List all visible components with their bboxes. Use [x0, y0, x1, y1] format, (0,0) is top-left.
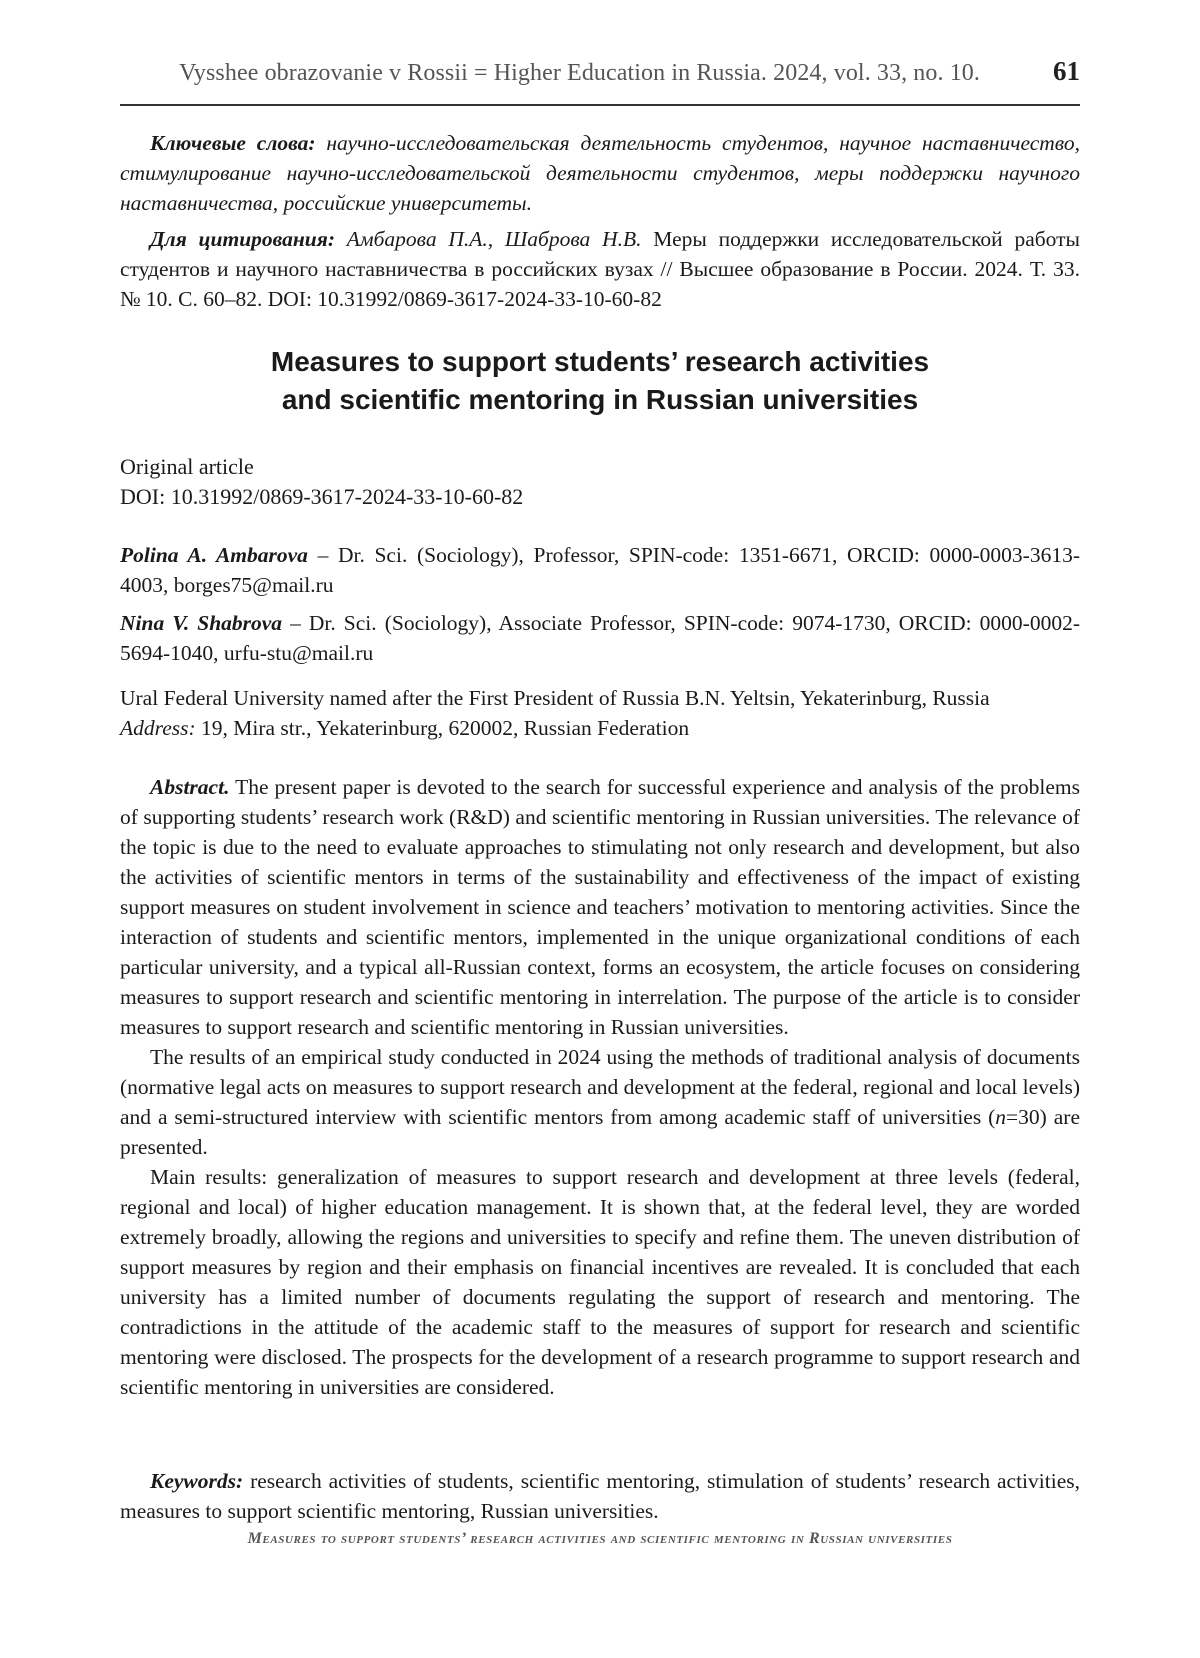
keywords-ru-label: Ключевые слова:: [150, 131, 316, 155]
keywords-ru: [120, 128, 1080, 218]
citation-ru-authors: Амбарова П.А., Шаброва Н.В.: [334, 227, 642, 251]
author-entry: [120, 608, 1080, 668]
abstract-label: Abstract.: [150, 775, 230, 799]
abstract-block: [120, 772, 1080, 1402]
article-title-line-2: and scientific mentoring in Russian universities: [281, 384, 919, 415]
abstract-paragraph-2: [120, 1042, 1080, 1162]
author-name: Nina V. Shabrova: [120, 611, 283, 635]
author-name: Polina A. Ambarova: [120, 543, 308, 567]
article-meta: [120, 452, 523, 512]
running-header: [120, 56, 1080, 106]
abstract-paragraph-3: Main results: generalization of measures to support research and development at three levels (federal, regional and local) of higher education management. It is shown that, at the federal level, they are worded extremely broadly, allowing the regions and universities to specify and refine them. The uneven distribution of support measures by region and their emphasis on financial incentives are revealed. It is concluded that each university has a limited number of documents regulating the support of research and mentoring. The contradictions in the attitude of the academic staff to the measures of support for research and scientific mentoring were disclosed. The prospects for the development of a research programme to support research and scientific mentoring in universities are considered.: [120, 1165, 1080, 1399]
keywords-en: [120, 1466, 1080, 1526]
author-details: – Dr. Sci. (Sociology), Professor, SPIN-code: 1351-6671, ORCID: 0000-0003-3613-4003, borges75@mail.ru: [120, 543, 1080, 597]
article-type: Original article: [120, 454, 254, 479]
author-entry: [120, 540, 1080, 600]
keywords-en-label: Keywords:: [150, 1469, 244, 1493]
affiliation-address: [120, 713, 1080, 743]
author-details: – Dr. Sci. (Sociology), Associate Professor, SPIN-code: 9074-1730, ORCID: 0000-0002-5694-1040, urfu-stu@mail.ru: [120, 611, 1080, 665]
authors-block: [120, 540, 1080, 676]
citation-ru: [120, 224, 1080, 314]
sample-size-symbol: n: [995, 1105, 1007, 1129]
affiliation-block: [120, 683, 1080, 743]
affiliation-university: Ural Federal University named after the First President of Russia B.N. Yeltsin, Yekaterinburg, Russia: [120, 686, 990, 710]
page-number: 61: [1053, 56, 1080, 86]
abstract-text-2b: =30) are presented.: [120, 1105, 1081, 1159]
journal-title: Vysshee obrazovanie v Rossii = Higher Education in Russia. 2024, vol. 33, no. 10.: [179, 60, 980, 86]
citation-ru-text: Меры поддержки исследовательской работы студентов и научного наставничества в российских вузах // Высшее образование в России. 2024. Т. 33. № 10. С. 60–82. DOI: 10.31992/0869-3617-2024-33-10-60-82: [120, 227, 1080, 311]
article-title: [120, 343, 1080, 419]
address-label: Address:: [120, 716, 196, 740]
running-footer: Measures to support students’ research activities and scientific mentoring in Russian universities: [247, 1530, 953, 1547]
citation-ru-label: Для цитирования:: [150, 227, 335, 251]
keywords-en-text: research activities of students, scientific mentoring, stimulation of students’ research activities, measures to support scientific mentoring, Russian universities.: [120, 1469, 1080, 1523]
abstract-text-2a: The results of an empirical study conducted in 2024 using the methods of traditional analysis of documents (normative legal acts on measures to support research and development at the federal, regional and local levels) and a semi-structured interview with scientific mentors from among academic staff of universities (: [120, 1045, 1080, 1129]
abstract-paragraph-1: [120, 772, 1080, 1042]
keywords-ru-text: научно-исследовательская деятельность студентов, научное наставничество, стимулирование научно-исследовательской деятельности студентов, меры поддержки научного наставничества, российские университеты.: [120, 131, 1080, 215]
abstract-text-1: The present paper is devoted to the search for successful experience and analysis of the problems of supporting students’ research work (R&D) and scientific mentoring in Russian universities. The relevance of the topic is due to the need to evaluate approaches to stimulating not only research and development, but also the activities of scientific mentors in terms of the sustainability and effectiveness of the impact of existing support measures on student involvement in science and teachers’ motivation to mentoring activities. Since the interaction of students and scientific mentors, implemented in the unique organizational conditions of each particular university, and a typical all-Russian context, forms an ecosystem, the article focuses on considering measures to support research and scientific mentoring in interrelation. The purpose of the article is to consider measures to support research and scientific mentoring in Russian universities.: [120, 775, 1080, 1039]
address-text: 19, Mira str., Yekaterinburg, 620002, Russian Federation: [195, 716, 690, 740]
article-title-line-1: Measures to support students’ research activities: [270, 346, 930, 377]
article-doi: DOI: 10.31992/0869-3617-2024-33-10-60-82: [120, 484, 524, 509]
